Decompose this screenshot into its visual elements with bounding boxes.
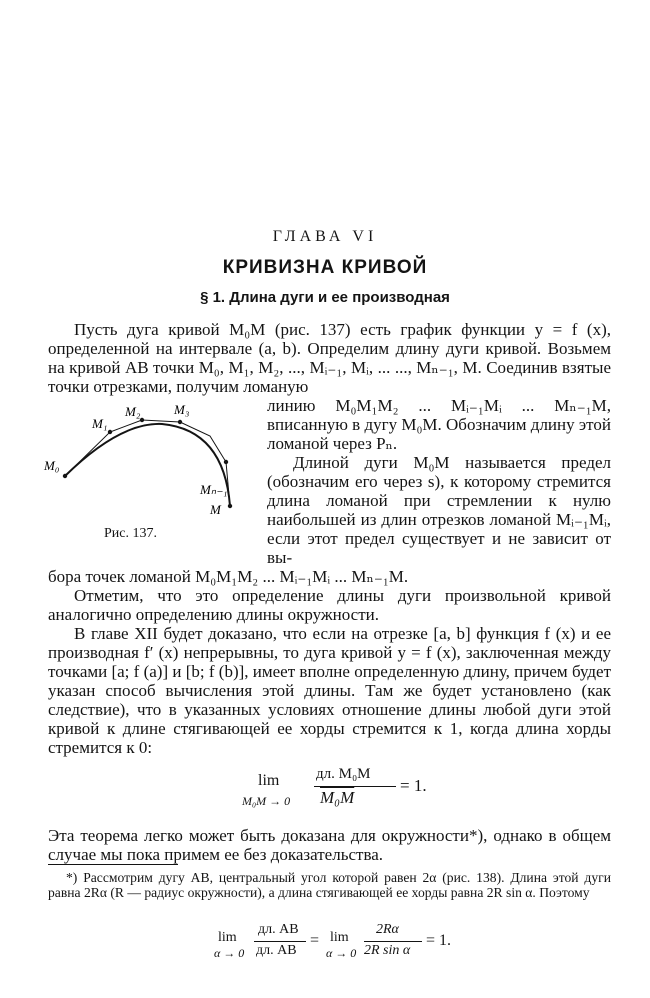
fn-num2: 2Rα bbox=[376, 922, 399, 937]
paragraph-4: В главе XII будет доказано, что если на отрезке [a, b] функция f (x) и ее производная f′ (x) непрерывны, то дуга кривой y = f (x), заключенная между точками [a; f (a)] и [b; f (b)], имеет вполне определенную длину, причем будет указан способ вычисления этой длины. Там же будет установлено (как следствие), что в указанных условиях отношение длины любой дуги этой кривой к длине стягивающей ее хорды стремится к 1, когда длина хорды стремится к 0: bbox=[48, 624, 611, 757]
paragraph-3: Отметим, что это определение длины дуги произвольной кривой аналогично определению длины окружности. bbox=[48, 586, 611, 624]
paragraph-2-wrap: Длиной дуги M₀M называется предел (обозначим его через s), к которому стремится длина ломаной при стремлении к нулю наибольшей из длин отрезков ломаной Mᵢ₋₁Mᵢ, если этот предел существует и не зависит от вы- bbox=[267, 453, 611, 567]
paragraph-1-wrap: линию M₀M₁M₂ ... Mᵢ₋₁Mᵢ ... Mₙ₋₁M, вписанную в дугу M₀M. Обозначим длину этой ломаной через Pₙ. bbox=[267, 396, 611, 453]
paragraph-1: Пусть дуга кривой M₀M (рис. 137) есть график функции y = f (x), определенной на интервале (a, b). Определим длину дуги кривой. Возьмем на кривой AB точки M₀, M₁, M₂, ..., Mᵢ₋₁, Mᵢ, ... ..., Mₙ₋₁, M. Соединив взятые точки отрезками, получим ломаную bbox=[48, 320, 611, 396]
fn-bar2 bbox=[364, 941, 422, 942]
formula-lim-sub: M₀M → 0 bbox=[242, 794, 291, 808]
point-m3 bbox=[178, 420, 182, 424]
label-m1: M₁ bbox=[92, 416, 108, 431]
point-m0 bbox=[63, 474, 67, 478]
fn-den1: дл. AB bbox=[256, 943, 297, 958]
footnote-rule bbox=[48, 864, 178, 865]
formula-equals: = 1. bbox=[400, 776, 427, 795]
label-m3: M₃ bbox=[174, 402, 190, 417]
label-m: M bbox=[210, 502, 221, 514]
footnote-formula bbox=[214, 922, 464, 968]
fn-end: = 1. bbox=[426, 932, 452, 949]
formula-denominator: M₀M bbox=[320, 788, 355, 807]
fn-lim2: lim bbox=[330, 930, 349, 945]
fraction-bar bbox=[314, 786, 396, 787]
fn-lim2-sub: α → 0 bbox=[326, 946, 357, 960]
fn-lim1-sub: α → 0 bbox=[214, 946, 245, 960]
figure-137 bbox=[40, 402, 250, 514]
fn-eq1: = bbox=[310, 932, 320, 949]
label-mn1: Mₙ₋₁ bbox=[200, 482, 228, 497]
fn-lim1: lim bbox=[218, 930, 237, 945]
arc-diagram bbox=[40, 402, 250, 514]
fn-bar1 bbox=[254, 941, 306, 942]
point-m bbox=[228, 504, 232, 508]
footnote-text: *) Рассмотрим дугу AB, центральный угол которой равен 2α (рис. 138). Длина этой дуги равна 2Rα (R — радиус окружности), а длина стягивающей ее хорды равна 2R sin α. Поэтому bbox=[48, 870, 611, 900]
paragraph-2-end: бора точек ломаной M₀M₁M₂ ... Mᵢ₋₁Mᵢ ... Mₙ₋₁M. bbox=[48, 567, 409, 586]
chapter-label: ГЛАВА VI bbox=[272, 228, 378, 245]
paragraph-5: Эта теорема легко может быть доказана для окружности*), однако в общем случае мы пока примем ее без доказательства. bbox=[48, 826, 611, 864]
fn-den2: 2R sin α bbox=[364, 943, 411, 958]
fn-num1: дл. AB bbox=[258, 922, 299, 937]
point-mn1 bbox=[224, 460, 228, 464]
limit-formula bbox=[230, 766, 430, 818]
point-m2 bbox=[140, 418, 144, 422]
label-m2: M₂ bbox=[125, 404, 141, 419]
chapter-title: КРИВИЗНА КРИВОЙ bbox=[222, 257, 428, 278]
label-m0: M₀ bbox=[44, 458, 60, 473]
formula-numerator: дл. M₀M bbox=[316, 766, 371, 782]
point-m1 bbox=[108, 430, 112, 434]
section-title: § 1. Длина дуги и ее производная bbox=[200, 289, 450, 306]
figure-caption: Рис. 137. bbox=[104, 526, 157, 541]
formula-lim: lim bbox=[258, 772, 280, 789]
